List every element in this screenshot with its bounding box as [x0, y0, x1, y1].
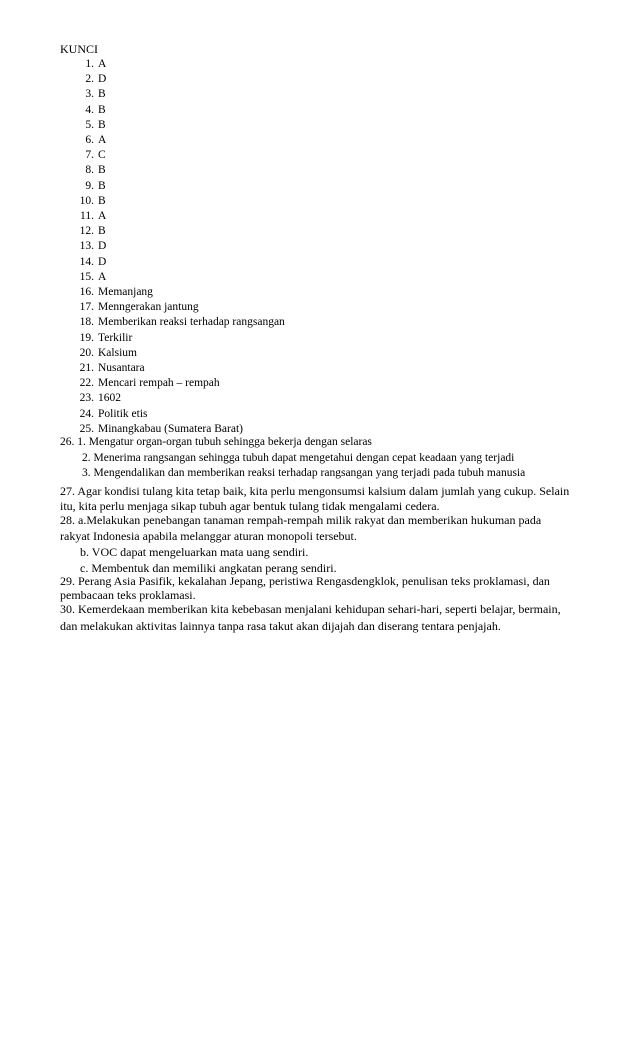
list-item-number: 11.: [80, 210, 94, 222]
list-item-number: 20.: [79, 346, 94, 359]
list-item-number: 5.: [85, 118, 94, 131]
list-item-answer: B: [98, 225, 106, 238]
list-item-answer: Kalsium: [98, 346, 137, 359]
list-item-number: 8.: [85, 164, 94, 177]
list-item-answer: A: [98, 134, 107, 146]
list-item: [72, 150, 106, 162]
list-item: [72, 378, 220, 390]
answer-28-line-1: 28. a.Melakukan penebangan tanaman rempah-rempah milik rakyat dan memberikan hukuman pada: [60, 513, 542, 527]
answer-26-line-1: 26. 1. Mengatur organ-organ tubuh sehingga bekerja dengan selaras: [60, 436, 372, 448]
list-item: [72, 393, 121, 405]
answer-27-line-2: itu, kita perlu menjaga sikap tubuh agar bentuk tulang tidak mengalami cedera.: [60, 499, 440, 513]
list-item: [72, 211, 106, 223]
list-item: [72, 181, 106, 193]
list-item-answer: A: [98, 58, 107, 70]
list-item: [72, 74, 106, 86]
list-item-answer: B: [98, 194, 106, 207]
list-item-answer: 1602: [98, 392, 121, 405]
list-item-answer: C: [98, 149, 106, 162]
list-item-number: 24.: [79, 407, 94, 420]
list-item-number: 3.: [85, 88, 94, 101]
list-item-number: 14.: [79, 255, 94, 268]
list-item: [72, 363, 145, 375]
list-item-number: 7.: [85, 149, 94, 162]
answer-30-line-2: dan melakukan aktivitas lainnya tanpa rasa takut akan dijajah dan diserang tentara penjajah.: [60, 619, 501, 633]
list-item-answer: Mencari rempah – rempah: [98, 377, 220, 390]
list-item: [72, 317, 285, 329]
answer-27-line-1: 27. Agar kondisi tulang kita tetap baik, kita perlu mengonsumsi kalsium dalam jumlah yang cukup. Selain: [60, 484, 570, 498]
list-item: [72, 241, 106, 253]
answer-26-line-2: 2. Menerima rangsangan sehingga tubuh dapat mengetahui dengan cepat keadaan yang terjadi: [82, 452, 515, 464]
list-item-number: 15.: [79, 270, 94, 283]
list-item: [72, 120, 106, 132]
page-title: KUNCI: [60, 42, 98, 56]
answer-29-line-2: pembacaan teks proklamasi.: [60, 588, 196, 602]
list-item-number: 25.: [79, 422, 94, 435]
list-item-answer: A: [98, 270, 107, 283]
list-item-number: 1.: [85, 58, 94, 70]
list-item-number: 21.: [79, 362, 94, 374]
list-item-number: 19.: [79, 331, 94, 344]
list-item: [72, 165, 106, 177]
list-item-answer: Minangkabau (Sumatera Barat): [98, 422, 243, 435]
list-item-answer: B: [98, 164, 106, 177]
list-item-answer: B: [98, 103, 106, 116]
answer-28-b: b. VOC dapat mengeluarkan mata uang sendiri.: [80, 545, 309, 559]
list-item-number: 22.: [79, 377, 94, 390]
list-item-number: 23.: [79, 392, 94, 405]
list-item: [72, 287, 153, 299]
list-item-answer: B: [98, 88, 106, 101]
list-item: [72, 348, 137, 360]
list-item-number: 13.: [79, 240, 94, 253]
list-item: [72, 89, 106, 101]
list-item-number: 16.: [79, 286, 94, 298]
list-item: [72, 302, 199, 314]
list-item-number: 2.: [85, 73, 94, 86]
list-item-number: 6.: [85, 134, 94, 146]
list-item: [72, 226, 106, 238]
list-item-answer: D: [98, 240, 107, 253]
list-item-number: 17.: [79, 301, 94, 314]
list-item-answer: A: [98, 210, 107, 222]
list-item-answer: D: [98, 73, 107, 86]
list-item-answer: Menngerakan jantung: [98, 301, 199, 314]
list-item-number: 4.: [85, 103, 94, 116]
list-item-answer: Memberikan reaksi terhadap rangsangan: [98, 316, 285, 329]
answer-28-line-2: rakyat Indonesia apabila melanggar aturan monopoli tersebut.: [60, 529, 357, 543]
list-item-answer: D: [98, 255, 107, 268]
list-item-answer: B: [98, 179, 106, 192]
list-item: [72, 333, 132, 345]
answer-28-c: c. Membentuk dan memiliki angkatan perang sendiri.: [80, 561, 337, 575]
list-item: [72, 272, 106, 284]
list-item-number: 18.: [79, 316, 94, 329]
list-item-answer: Memanjang: [98, 286, 153, 298]
list-item: [72, 105, 106, 117]
list-item: [72, 196, 106, 208]
answer-26-line-3: 3. Mengendalikan dan memberikan reaksi terhadap rangsangan yang terjadi pada tubuh manusia: [82, 467, 526, 479]
list-item-answer: B: [98, 118, 106, 131]
list-item-number: 9.: [85, 179, 94, 192]
answer-30-line-1: 30. Kemerdekaan memberikan kita kebebasan menjalani kehidupan sehari-hari, seperti belajar, bermain,: [60, 602, 561, 616]
list-item-number: 10.: [79, 194, 94, 207]
list-item: [72, 257, 106, 269]
list-item: [72, 424, 243, 436]
answer-29-line-1: 29. Perang Asia Pasifik, kekalahan Jepang, peristiwa Rengasdengklok, penulisan teks proklamasi, dan: [60, 574, 550, 588]
list-item: [72, 135, 106, 147]
list-item-answer: Politik etis: [98, 407, 148, 420]
list-item-answer: Nusantara: [98, 362, 145, 374]
list-item: [72, 59, 106, 71]
list-item-answer: Terkilir: [98, 331, 133, 344]
list-item: [72, 409, 148, 421]
list-item-number: 12.: [79, 225, 94, 238]
